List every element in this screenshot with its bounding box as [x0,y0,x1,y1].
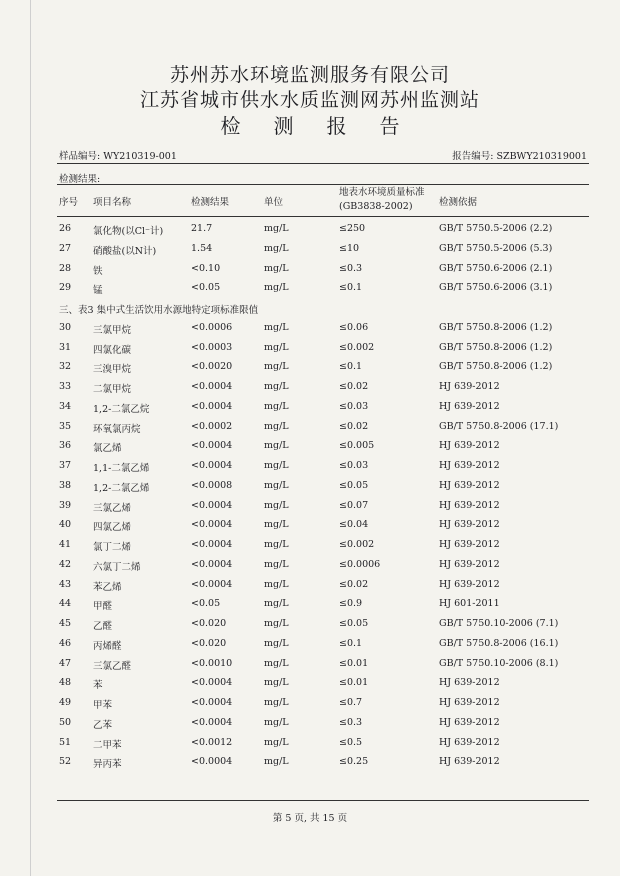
cell-result: <0.0008 [191,479,233,491]
cell-result: <0.05 [191,598,221,610]
cell-result: <0.0004 [191,381,233,392]
column-header-standard: 地表水环境质量标准(GB3838-2002) [339,187,425,212]
table-row [0,220,620,240]
cell-unit: mg/L [264,400,289,412]
cell-result: 1.54 [191,242,213,254]
cell-seq: 34 [59,400,72,412]
table-row [0,418,620,438]
report-title: 检测报告 [220,114,433,138]
cell-result: <0.05 [191,282,221,294]
column-header-seq: 序号 [59,197,79,208]
cell-unit: mg/L [264,697,289,708]
cell-unit: mg/L [264,558,289,570]
page-number: 第 5 页, 共 15 页 [272,813,348,824]
cell-basis: GB/T 5750.10-2006 (8.1) [439,657,559,669]
table-row [0,279,620,299]
cell-standard: ≤0.1 [339,282,363,294]
cell-result: <0.0020 [191,361,233,373]
cell-basis: HJ 601-2011 [439,598,500,610]
table-row [0,260,620,280]
cell-standard: ≤0.07 [339,499,369,511]
cell-result: <0.0004 [191,756,233,768]
table-row [0,714,620,734]
cell-unit: mg/L [264,282,289,294]
table-row [0,339,620,359]
cell-standard: ≤250 [339,223,366,234]
cell-basis: HJ 639-2012 [439,400,500,412]
cell-name: 六氯丁二烯 [93,561,141,573]
cell-basis: HJ 639-2012 [439,539,500,550]
cell-basis: GB/T 5750.8-2006 (16.1) [439,637,559,649]
table-row [0,694,620,714]
cell-standard: ≤0.05 [339,479,369,491]
cell-name: 乙醛 [93,621,113,632]
cell-name: 苯乙烯 [93,581,122,593]
cell-result: <0.0012 [191,736,233,748]
cell-unit: mg/L [264,361,289,373]
cell-basis: GB/T 5750.5-2006 (2.2) [439,223,553,234]
column-header-name: 项目名称 [93,197,132,208]
cell-result: <0.10 [191,262,221,274]
cell-unit: mg/L [264,677,289,689]
cell-unit: mg/L [264,499,289,511]
org-name-line2: 江苏省城市供水水质监测网苏州监测站 [139,89,480,111]
cell-result: <0.0004 [191,697,233,708]
cell-seq: 48 [59,677,72,689]
cell-seq: 33 [59,381,72,392]
cell-name: 三氯乙烯 [93,502,132,514]
cell-name: 铁 [93,265,103,277]
cell-seq: 44 [59,598,72,610]
cell-basis: HJ 639-2012 [439,460,500,471]
cell-name: 三溴甲烷 [93,364,132,376]
table-row [0,753,620,773]
cell-seq: 38 [59,479,72,491]
header-rule [57,163,589,164]
cell-basis: GB/T 5750.8-2006 (17.1) [439,420,559,432]
cell-name: 乙苯 [93,719,113,731]
cell-seq: 43 [59,578,72,590]
table-row [0,378,620,398]
cell-basis: HJ 639-2012 [439,756,500,768]
cell-result: <0.0004 [191,677,233,689]
cell-basis: HJ 639-2012 [439,499,500,511]
table-row [0,615,620,635]
section-title: 三、表3 集中式生活饮用水源地特定项标准限值 [59,305,259,316]
table-bottom-rule [57,800,589,801]
cell-name: 氯化物(以Cl⁻计) [93,226,164,237]
cell-result: <0.0004 [191,460,233,471]
cell-name: 三氯乙醛 [93,660,132,672]
cell-basis: HJ 639-2012 [439,716,500,728]
cell-unit: mg/L [264,657,289,669]
column-header-unit: 单位 [264,197,284,208]
table-row [0,536,620,556]
cell-unit: mg/L [264,637,289,649]
cell-basis: HJ 639-2012 [439,381,500,392]
cell-standard: ≤0.05 [339,618,369,629]
cell-seq: 46 [59,637,72,649]
cell-standard: ≤0.002 [339,341,375,353]
cell-standard: ≤0.02 [339,578,369,590]
cell-name: 丙烯醛 [93,640,122,652]
cell-seq: 40 [59,519,72,531]
cell-seq: 28 [59,262,72,274]
cell-name: 锰 [93,285,103,297]
cell-unit: mg/L [264,539,289,550]
table-header [0,186,620,214]
cell-name: 甲醛 [93,601,113,613]
table-row [0,595,620,615]
cell-basis: GB/T 5750.8-2006 (1.2) [439,361,553,373]
cell-basis: GB/T 5750.10-2006 (7.1) [439,618,559,629]
table-row [0,240,620,260]
cell-name: 氯乙烯 [93,443,122,455]
cell-seq: 29 [59,282,72,294]
cell-result: <0.020 [191,637,227,649]
table-row [0,497,620,517]
cell-standard: ≤0.002 [339,539,375,550]
table-row [0,319,620,339]
cell-result: <0.0003 [191,341,233,353]
cell-basis: GB/T 5750.5-2006 (5.3) [439,242,553,254]
cell-unit: mg/L [264,519,289,531]
cell-standard: ≤0.25 [339,756,369,768]
table-row [0,437,620,457]
cell-result: <0.0010 [191,657,233,669]
cell-basis: GB/T 5750.6-2006 (2.1) [439,262,553,274]
cell-name: 苯 [93,680,103,692]
cell-seq: 41 [59,539,72,550]
cell-standard: ≤0.9 [339,598,363,610]
cell-result: <0.0004 [191,400,233,412]
cell-basis: HJ 639-2012 [439,736,500,748]
table-top-rule [57,184,589,185]
cell-standard: ≤0.02 [339,420,369,432]
cell-basis: GB/T 5750.8-2006 (1.2) [439,341,553,353]
cell-standard: ≤0.3 [339,262,363,274]
table-row [0,398,620,418]
cell-name: 二氯甲烷 [93,384,132,395]
cell-basis: GB/T 5750.6-2006 (3.1) [439,282,553,294]
cell-unit: mg/L [264,716,289,728]
cell-unit: mg/L [264,578,289,590]
cell-result: <0.0004 [191,440,233,452]
cell-result: <0.0004 [191,558,233,570]
cell-seq: 42 [59,558,72,570]
cell-seq: 31 [59,341,72,353]
cell-result: <0.0004 [191,716,233,728]
cell-standard: ≤0.7 [339,697,363,708]
cell-standard: ≤0.06 [339,321,369,333]
cell-seq: 50 [59,716,72,728]
cell-standard: ≤0.3 [339,716,363,728]
cell-unit: mg/L [264,321,289,333]
cell-seq: 45 [59,618,72,629]
cell-basis: HJ 639-2012 [439,677,500,689]
cell-seq: 51 [59,736,72,748]
cell-unit: mg/L [264,420,289,432]
cell-name: 四氯化碳 [93,344,132,356]
cell-seq: 39 [59,499,72,511]
cell-seq: 52 [59,756,72,768]
column-header-basis: 检测依据 [439,197,478,208]
cell-name: 1,2-二氯乙烯 [93,482,150,494]
cell-seq: 32 [59,361,72,373]
cell-seq: 26 [59,223,72,234]
sample-number: 样品编号: WY210319-001 [59,151,177,162]
cell-basis: HJ 639-2012 [439,519,500,531]
cell-unit: mg/L [264,341,289,353]
cell-unit: mg/L [264,440,289,452]
cell-name: 1,2-二氯乙烷 [93,403,150,415]
cell-unit: mg/L [264,618,289,629]
cell-standard: ≤0.01 [339,657,369,669]
cell-unit: mg/L [264,381,289,392]
cell-name: 三氯甲烷 [93,324,132,336]
cell-standard: ≤0.0006 [339,558,381,570]
cell-name: 硝酸盐(以N计) [93,245,157,257]
cell-name: 四氯乙烯 [93,522,132,534]
table-row [0,457,620,477]
cell-basis: GB/T 5750.8-2006 (1.2) [439,321,553,333]
cell-standard: ≤0.04 [339,519,369,531]
cell-name: 二甲苯 [93,739,122,751]
report-number: 报告编号: SZBWY210319001 [452,151,587,162]
table-row [0,477,620,497]
cell-basis: HJ 639-2012 [439,558,500,570]
result-table-body [0,220,620,773]
cell-standard: ≤0.03 [339,400,369,412]
cell-name: 1,1-二氯乙烯 [93,463,150,474]
table-row [0,674,620,694]
table-row [0,576,620,596]
cell-result: <0.0002 [191,420,233,432]
cell-seq: 49 [59,697,72,708]
cell-name: 环氧氯丙烷 [93,423,141,435]
cell-result: <0.0004 [191,519,233,531]
cell-basis: HJ 639-2012 [439,479,500,491]
cell-standard: ≤0.03 [339,460,369,471]
cell-standard: ≤0.01 [339,677,369,689]
table-row [0,556,620,576]
cell-unit: mg/L [264,479,289,491]
cell-name: 异丙苯 [93,759,122,771]
org-name-line1: 苏州苏水环境监测服务有限公司 [169,64,450,86]
cell-basis: HJ 639-2012 [439,578,500,590]
cell-unit: mg/L [264,598,289,610]
cell-seq: 35 [59,420,72,432]
cell-result: <0.020 [191,618,227,629]
cell-seq: 27 [59,242,72,254]
cell-standard: ≤0.5 [339,736,363,748]
cell-seq: 30 [59,321,72,333]
report-meta-row [59,148,587,162]
table-row [0,516,620,536]
cell-unit: mg/L [264,223,289,234]
cell-unit: mg/L [264,756,289,768]
cell-name: 氯丁二烯 [93,542,132,553]
cell-result: <0.0006 [191,321,233,333]
cell-standard: ≤10 [339,242,360,254]
cell-basis: HJ 639-2012 [439,697,500,708]
table-row [0,655,620,675]
cell-basis: HJ 639-2012 [439,440,500,452]
cell-standard: ≤0.005 [339,440,375,452]
table-header-rule [57,216,589,217]
cell-result: 21.7 [191,223,213,234]
cell-unit: mg/L [264,460,289,471]
table-row [0,358,620,378]
cell-standard: ≤0.02 [339,381,369,392]
report-title-block [0,63,620,139]
cell-unit: mg/L [264,736,289,748]
cell-seq: 47 [59,657,72,669]
cell-seq: 37 [59,460,72,471]
column-header-result: 检测结果 [191,197,230,208]
cell-unit: mg/L [264,262,289,274]
cell-standard: ≤0.1 [339,637,363,649]
cell-unit: mg/L [264,242,289,254]
cell-result: <0.0004 [191,539,233,550]
table-section-heading [0,299,620,319]
cell-result: <0.0004 [191,499,233,511]
table-row [0,635,620,655]
table-row [0,734,620,754]
results-label: 检测结果: [59,174,101,185]
cell-result: <0.0004 [191,578,233,590]
cell-name: 甲苯 [93,700,113,711]
cell-standard: ≤0.1 [339,361,363,373]
cell-seq: 36 [59,440,72,452]
